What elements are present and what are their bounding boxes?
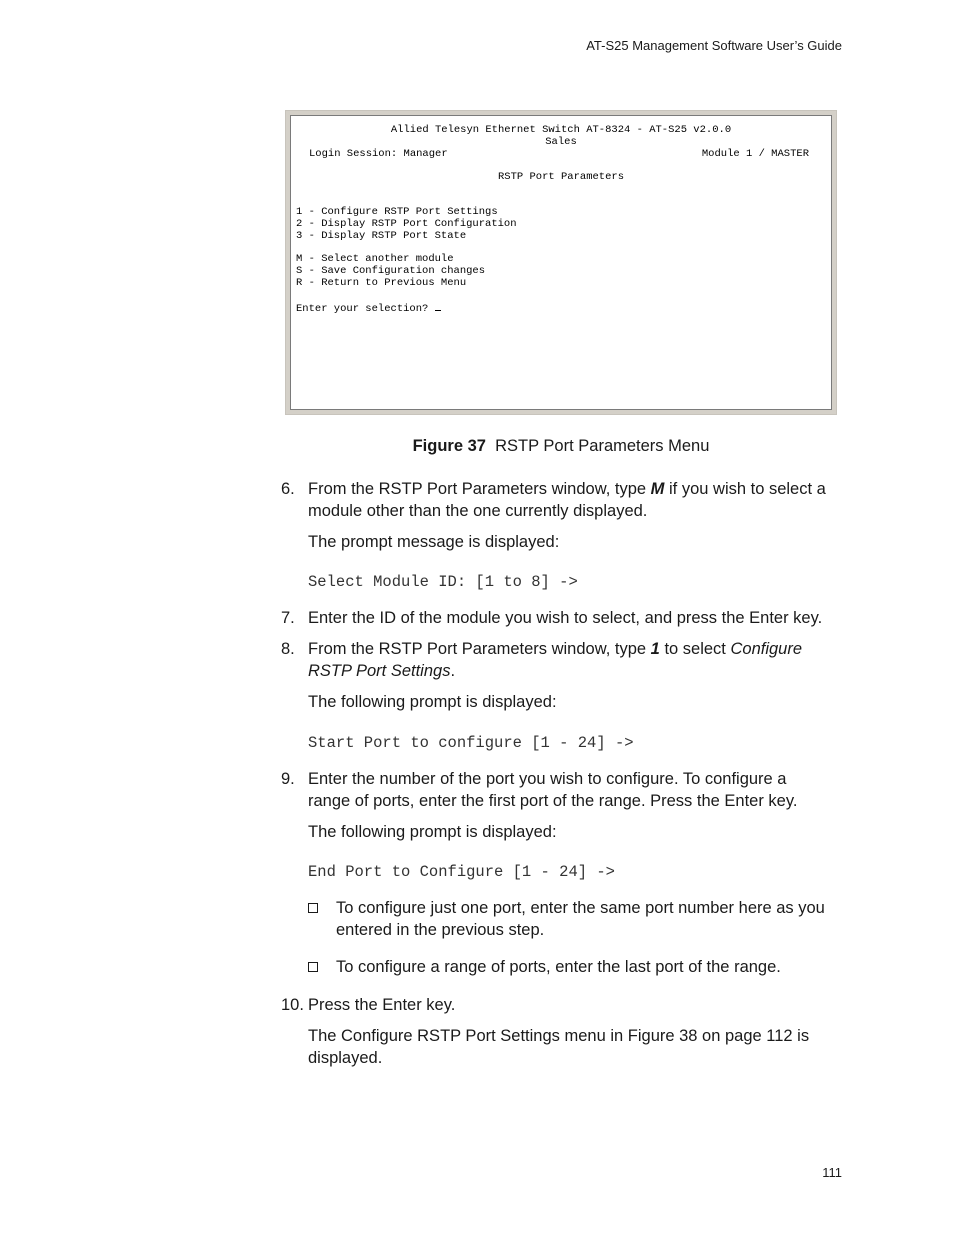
step-number: 10. bbox=[281, 996, 304, 1014]
terminal-option-r: R - Return to Previous Menu bbox=[296, 277, 467, 289]
bullet-item: To configure a range of ports, enter the last port of the range. bbox=[336, 958, 781, 976]
step-number: 7. bbox=[281, 609, 295, 627]
terminal-session: Login Session: Manager bbox=[309, 148, 448, 160]
terminal-screenshot bbox=[285, 110, 837, 415]
terminal-system-name: Sales bbox=[545, 136, 577, 148]
figure-label: Figure 37 bbox=[412, 437, 486, 455]
page-number: 111 bbox=[822, 1165, 842, 1180]
step-note: The Configure RSTP Port Settings menu in Figure 38 on page 112 is displayed. bbox=[308, 1027, 810, 1067]
checkbox-bullet-icon bbox=[308, 962, 318, 972]
step-note: The prompt message is displayed: bbox=[308, 533, 560, 551]
terminal-banner: Allied Telesyn Ethernet Switch AT-8324 - AT-S25 v2.0.0 bbox=[390, 124, 732, 136]
running-header: AT-S25 Management Software User’s Guide bbox=[586, 38, 842, 53]
terminal-option-s: S - Save Configuration changes bbox=[296, 265, 486, 277]
terminal-option-m: M - Select another module bbox=[296, 253, 454, 265]
terminal-option-2: 2 - Display RSTP Port Configuration bbox=[296, 218, 517, 230]
step-text: From the RSTP Port Parameters window, type M if you wish to select a module other than the one currently displayed. bbox=[308, 480, 826, 520]
terminal-window bbox=[290, 115, 832, 410]
code-prompt: End Port to Configure [1 - 24] -> bbox=[308, 863, 615, 881]
figure-title: RSTP Port Parameters Menu bbox=[495, 437, 710, 455]
step-text: Press the Enter key. bbox=[308, 996, 456, 1014]
terminal-screen-title: RSTP Port Parameters bbox=[497, 171, 625, 183]
key-name: M bbox=[650, 480, 665, 498]
step-number: 8. bbox=[281, 640, 295, 658]
terminal-cursor bbox=[435, 301, 441, 311]
step-note: The following prompt is displayed: bbox=[308, 693, 557, 711]
checkbox-bullet-icon bbox=[308, 903, 318, 913]
terminal-module: Module 1 / MASTER bbox=[701, 148, 809, 160]
code-prompt: Start Port to configure [1 - 24] -> bbox=[308, 734, 634, 752]
terminal-option-3: 3 - Display RSTP Port State bbox=[296, 230, 467, 242]
key-name: 1 bbox=[650, 640, 660, 658]
terminal-prompt: Enter your selection? bbox=[296, 301, 441, 315]
bullet-item: To configure just one port, enter the same port number here as you entered in the previous step. bbox=[336, 899, 825, 939]
step-text: From the RSTP Port Parameters window, type 1 to select Configure RSTP Port Settings. bbox=[308, 640, 803, 680]
step-number: 6. bbox=[281, 480, 295, 498]
step-text: Enter the number of the port you wish to configure. To configure a range of ports, enter the first port of the range. Press the Enter key. bbox=[308, 770, 798, 810]
menu-option-name: Configure RSTP Port Settings bbox=[308, 640, 803, 680]
code-prompt: Select Module ID: [1 to 8] -> bbox=[308, 573, 578, 591]
step-text: Enter the ID of the module you wish to select, and press the Enter key. bbox=[308, 609, 823, 627]
figure-caption bbox=[285, 437, 837, 456]
step-note: The following prompt is displayed: bbox=[308, 823, 557, 841]
terminal-option-1: 1 - Configure RSTP Port Settings bbox=[296, 206, 498, 218]
step-number: 9. bbox=[281, 770, 295, 788]
